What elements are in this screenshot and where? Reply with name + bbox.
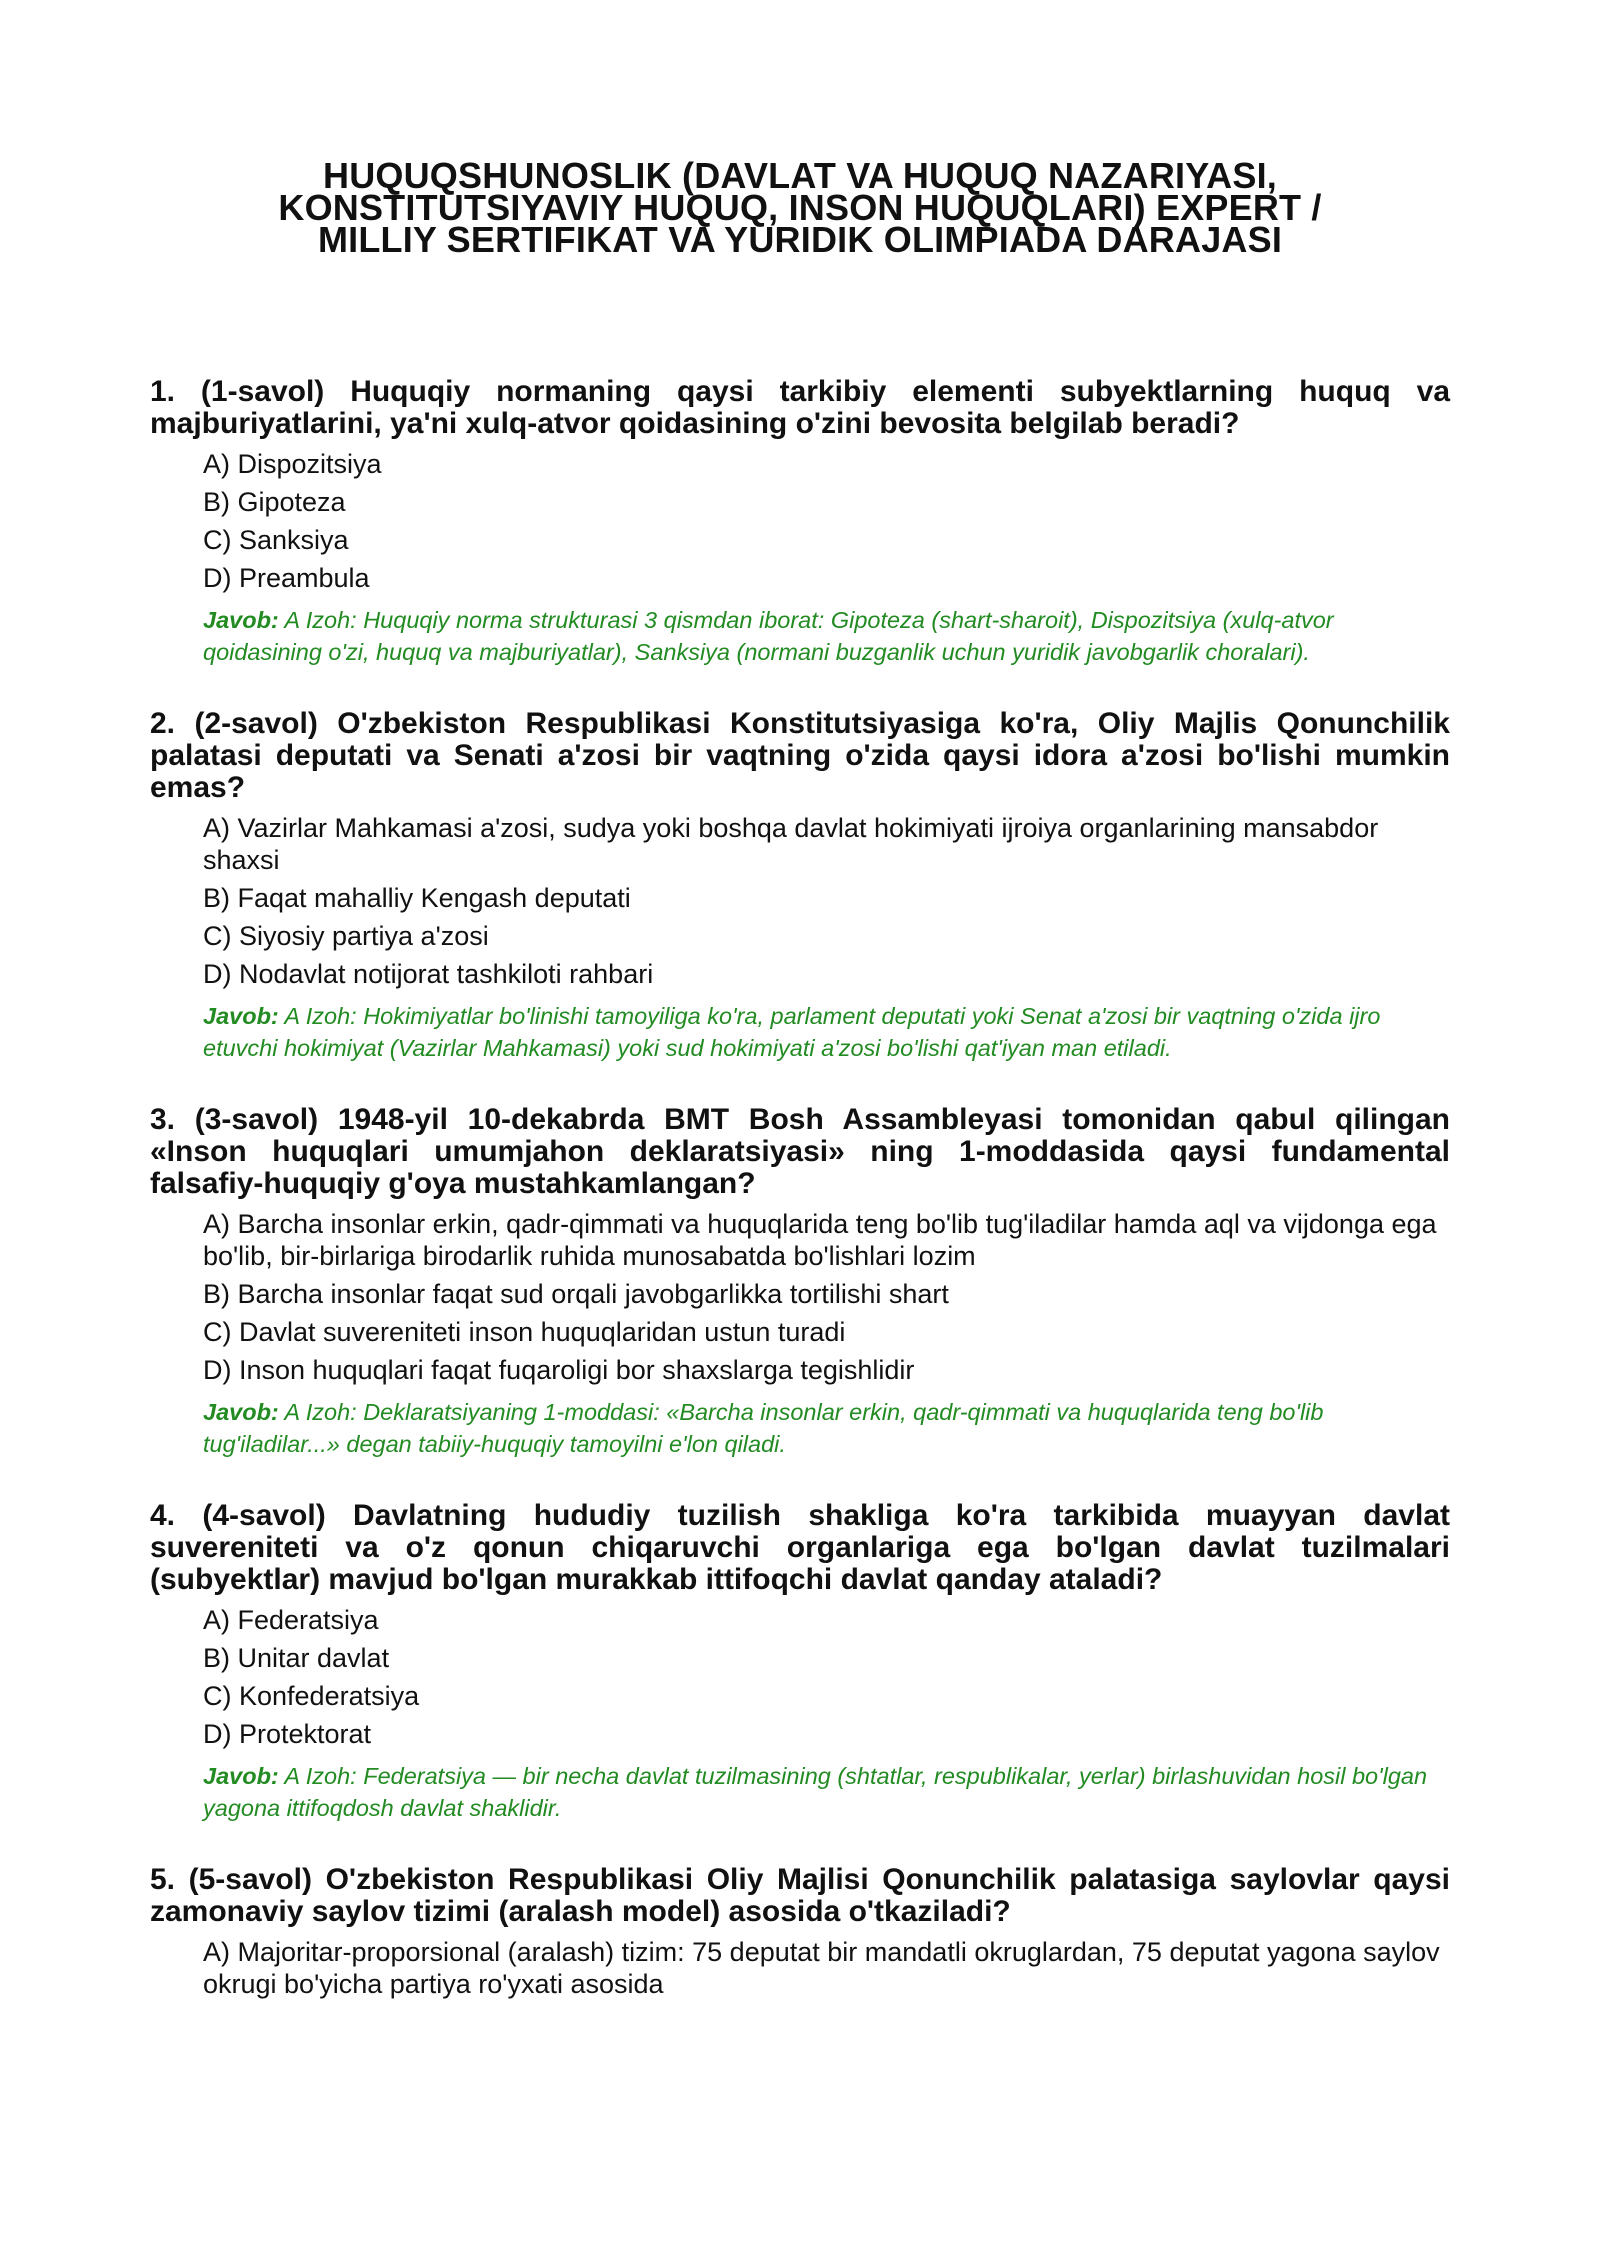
option-a: A) Majoritar-proporsional (aralash) tizim: 75 deputat bir mandatli okruglardan, 75 deputat yagona saylov okrugi bo'yicha partiya ro'yxati asosida (203, 1937, 1440, 1999)
question-list (150, 376, 1450, 2000)
option-a: A) Barcha insonlar erkin, qadr-qimmati va huquqlarida teng bo'lib tug'iladilar hamda aql va vijdonga ega bo'lib, bir-birlariga birodarlik ruhida munosabatda bo'lishlari lozim (203, 1209, 1437, 1271)
answer-label: Javob: (203, 1763, 279, 1789)
answer-explanation (203, 1000, 1450, 1064)
question-item (150, 1500, 1450, 1824)
answer-text: A Izoh: Deklaratsiyaning 1-moddasi: «Barcha insonlar erkin, qadr-qimmati va huquqlarida teng bo'lib tug'iladilar...» degan tabiiy-huquqiy tamoyilni e'lon qiladi. (203, 1399, 1324, 1457)
answer-options (150, 812, 1450, 990)
option-d: D) Nodavlat notijorat tashkiloti rahbari (203, 959, 654, 989)
option-c: C) Davlat suvereniteti inson huquqlaridan ustun turadi (203, 1317, 846, 1347)
option-b: B) Unitar davlat (203, 1643, 390, 1673)
option-b: B) Faqat mahalliy Kengash deputati (203, 883, 631, 913)
answer-text: A Izoh: Federatsiya — bir necha davlat tuzilmasining (shtatlar, respublikalar, yerlar) birlashuvidan hosil bo'lgan yagona ittifoqdosh davlat shaklidir. (203, 1763, 1428, 1821)
question-text: 5. (5-savol) O'zbekiston Respublikasi Oliy Majlisi Qonunchilik palatasiga saylovlar qaysi zamonaviy saylov tizimi (aralash model) asosida o'tkaziladi? (150, 1863, 1450, 1928)
answer-text: A Izoh: Huquqiy norma strukturasi 3 qismdan iborat: Gipoteza (shart-sharoit), Dispozitsiya (xulq-atvor qoidasining o'zi, huquq va majburiyatlar), Sanksiya (normani buzganlik uchun yuridik javobgarlik choralari). (203, 607, 1334, 665)
option-d: D) Protektorat (203, 1719, 372, 1749)
option-a: A) Dispozitsiya (203, 449, 382, 479)
answer-options (150, 1208, 1450, 1386)
title-line: KONSTITUTSIYAVIY HUQUQ, INSON HUQUQLARI) EXPERT / (278, 187, 1322, 228)
option-c: C) Sanksiya (203, 525, 349, 555)
answer-label: Javob: (203, 607, 279, 633)
question-item (150, 376, 1450, 668)
answer-options (150, 1936, 1450, 2000)
question-item (150, 708, 1450, 1064)
option-c: C) Siyosiy partiya a'zosi (203, 921, 489, 951)
question-text: 3. (3-savol) 1948-yil 10-dekabrda BMT Bosh Assambleyasi tomonidan qabul qilingan «Inson huquqlari umumjahon deklaratsiyasi» ning 1-moddasida qaysi fundamental falsafiy-huquqiy g'oya mustahkamlangan? (150, 1103, 1450, 1200)
question-item (150, 1864, 1450, 2000)
option-d: D) Preambula (203, 563, 370, 593)
option-b: B) Gipoteza (203, 487, 346, 517)
answer-text: A Izoh: Hokimiyatlar bo'linishi tamoyiliga ko'ra, parlament deputati yoki Senat a'zosi bir vaqtning o'zida ijro etuvchi hokimiyat (Vazirlar Mahkamasi) yoki sud hokimiyati a'zosi bo'lishi qat'iyan man etiladi. (203, 1003, 1381, 1061)
title-line: HUQUQSHUNOSLIK (DAVLAT VA HUQUQ NAZARIYASI, (323, 155, 1277, 196)
option-c: C) Konfederatsiya (203, 1681, 420, 1711)
answer-explanation (203, 604, 1450, 668)
option-d: D) Inson huquqlari faqat fuqaroligi bor shaxslarga tegishlidir (203, 1355, 915, 1385)
answer-explanation (203, 1760, 1450, 1824)
answer-options (150, 1604, 1450, 1750)
question-text: 2. (2-savol) O'zbekiston Respublikasi Konstitutsiyasiga ko'ra, Oliy Majlis Qonunchilik palatasi deputati va Senati a'zosi bir vaqtning o'zida qaysi idora a'zosi bo'lishi mumkin emas? (150, 707, 1450, 804)
question-text: 1. (1-savol) Huquqiy normaning qaysi tarkibiy elementi subyektlarning huquq va majburiyatlarini, ya'ni xulq-atvor qoidasining o'zini bevosita belgilab beradi? (150, 375, 1450, 440)
answer-options (150, 448, 1450, 594)
option-a: A) Vazirlar Mahkamasi a'zosi, sudya yoki boshqa davlat hokimiyati ijroiya organlarining mansabdor shaxsi (203, 813, 1379, 875)
answer-label: Javob: (203, 1399, 279, 1425)
answer-explanation (203, 1396, 1450, 1460)
option-a: A) Federatsiya (203, 1605, 379, 1635)
title-line: MILLIY SERTIFIKAT VA YURIDIK OLIMPIADA DARAJASI (317, 219, 1283, 260)
answer-label: Javob: (203, 1003, 279, 1029)
option-b: B) Barcha insonlar faqat sud orqali javobgarlikka tortilishi shart (203, 1279, 949, 1309)
question-item (150, 1104, 1450, 1460)
document-title (150, 0, 1450, 260)
question-text: 4. (4-savol) Davlatning hududiy tuzilish shakliga ko'ra tarkibida muayyan davlat suvereniteti va o'z qonun chiqaruvchi organlariga ega bo'lgan davlat tuzilmalari (subyektlar) mavjud bo'lgan murakkab ittifoqchi davlat qanday ataladi? (150, 1499, 1450, 1596)
